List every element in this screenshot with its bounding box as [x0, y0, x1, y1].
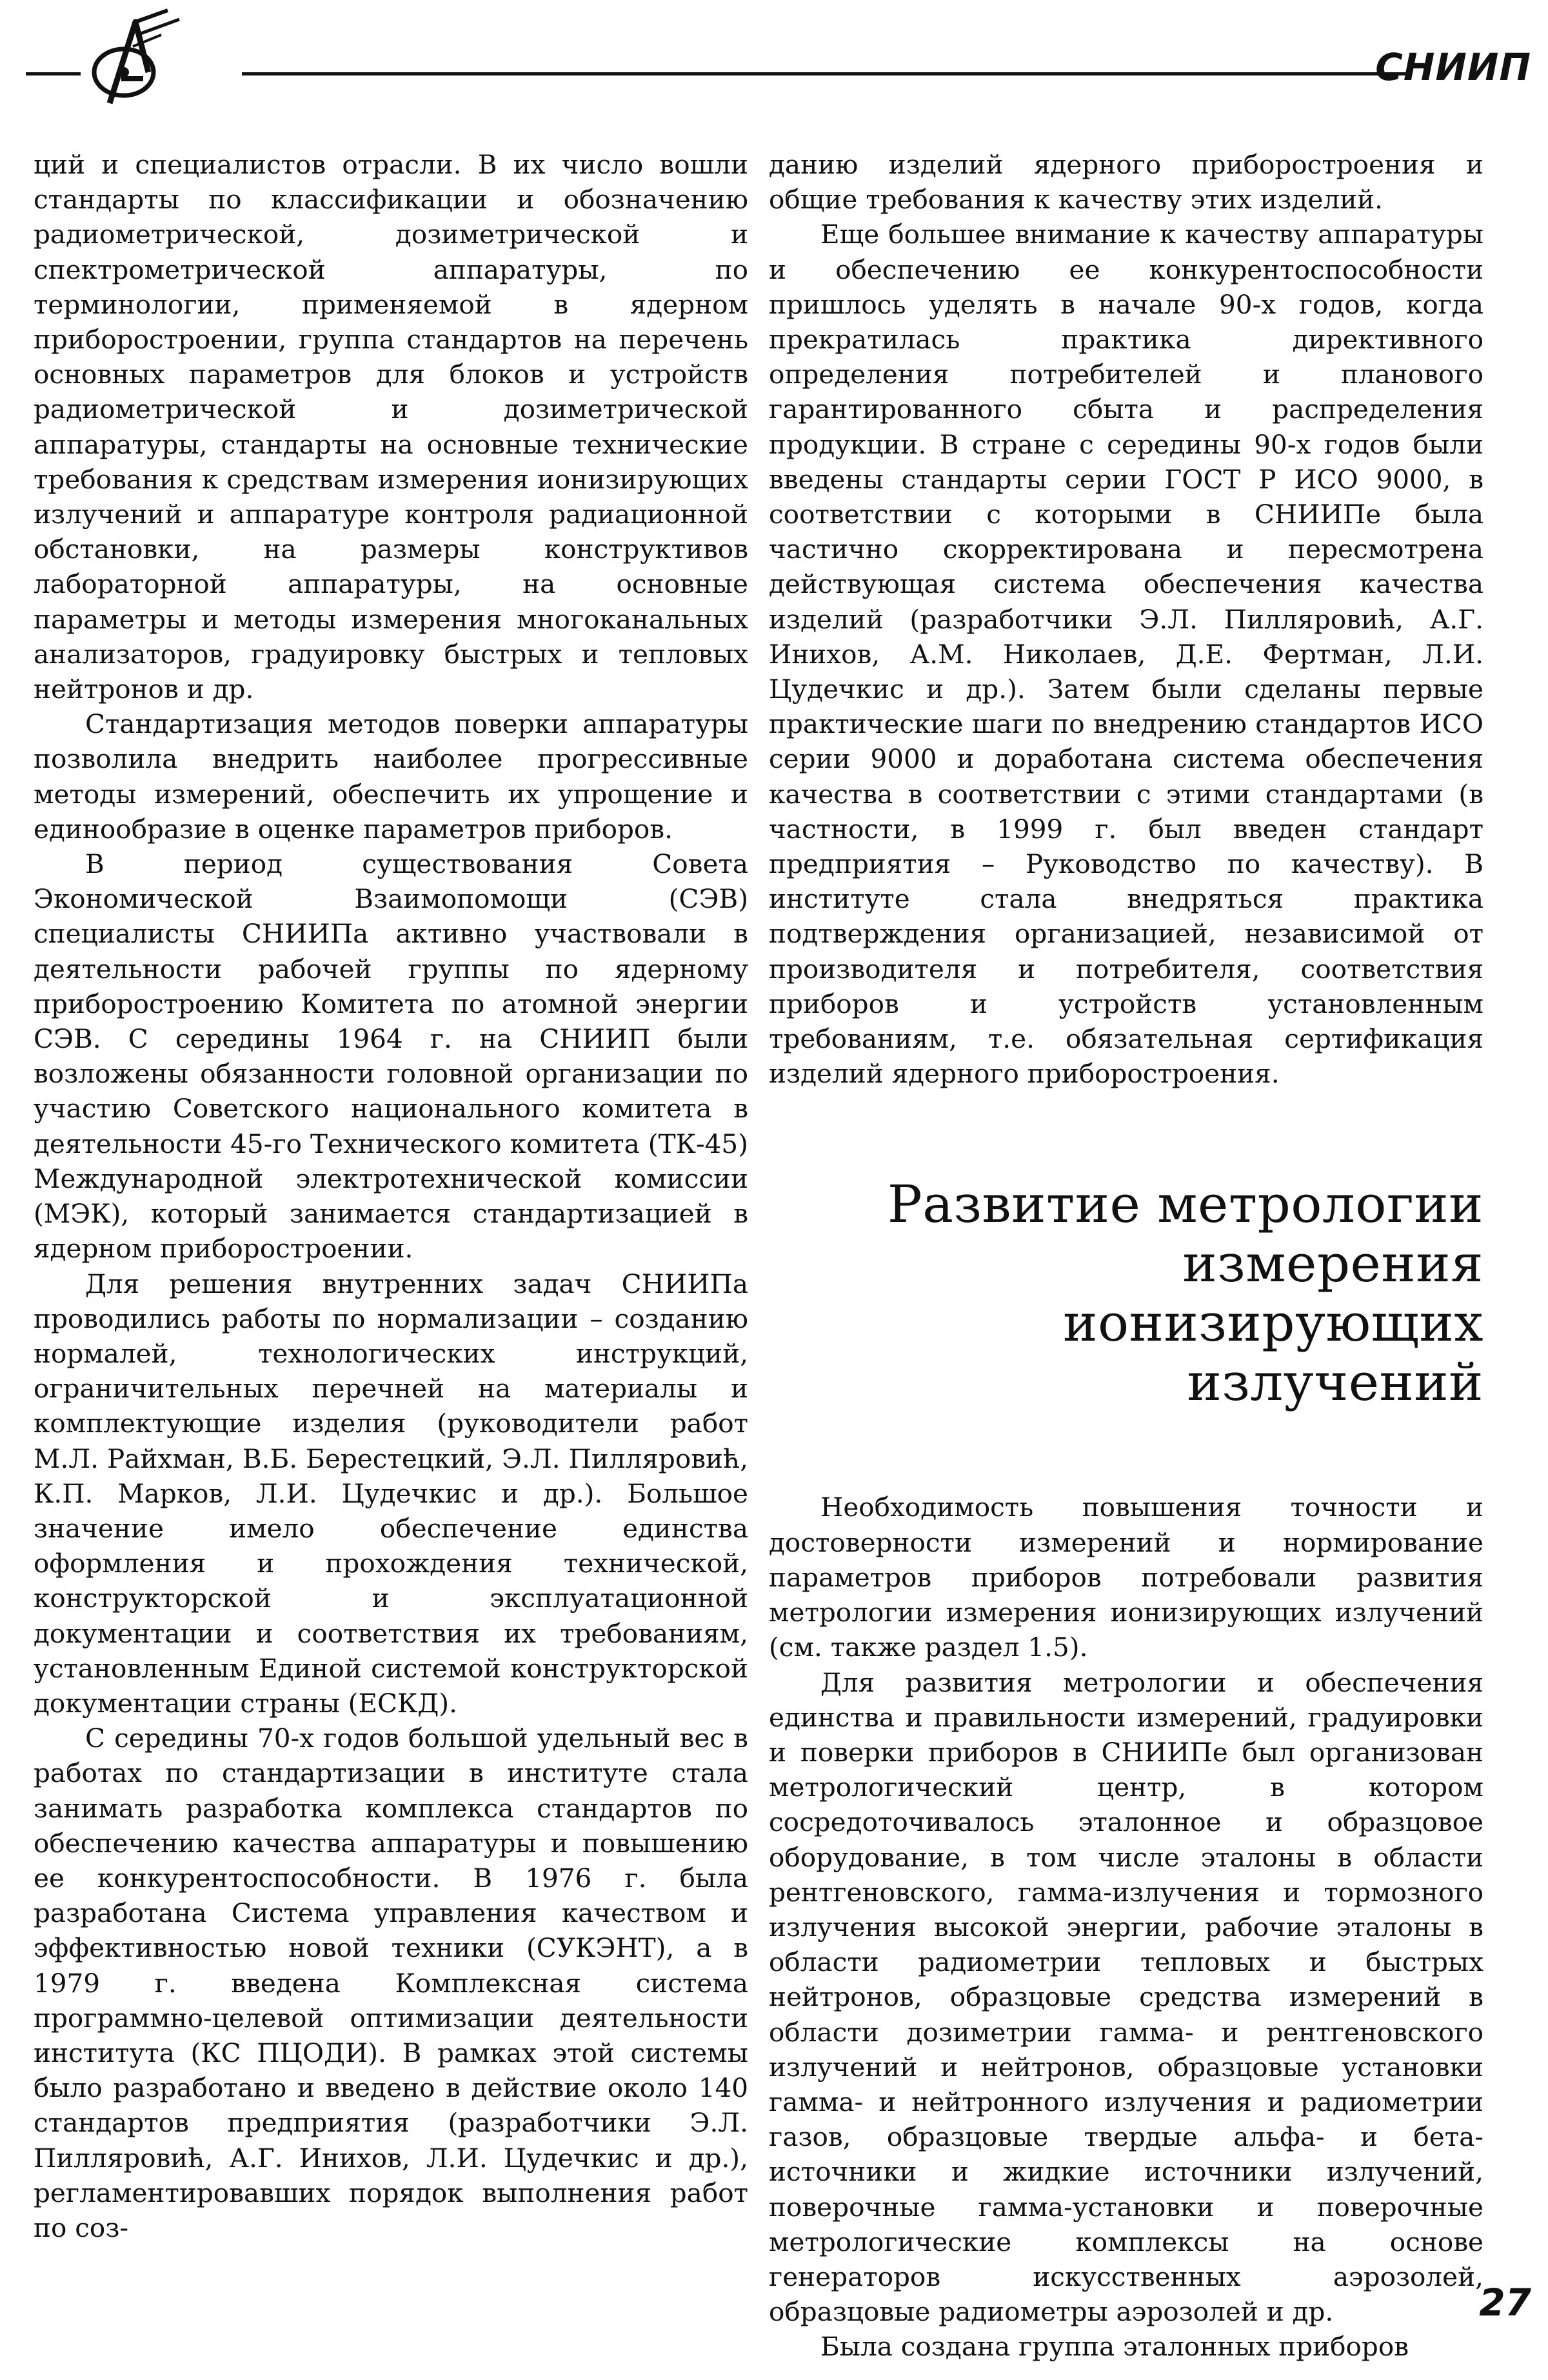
- header-rule-left: [26, 72, 81, 75]
- section-title-line: ионизирующих: [1063, 1293, 1484, 1354]
- paragraph: В период существования Совета Экономической Взаимопомощи (СЭВ) специалисты СНИИПа активно участвовали в деятельности рабочей группы по ядерному приборостроению Комитета по атомной энергии СЭВ. С середины 1964 г. на СНИИП были возложены обязанности головной организации по участию Советского национального комитета в деятельности 45-го Технического комитета (ТК-45) Международной электротехнической комиссии (МЭК), который занимается стандартизацией в ядерном приборостроении.: [34, 848, 748, 1265]
- header-rule-right: [242, 72, 1406, 75]
- paragraph: данию изделий ядерного приборостроения и общие требования к качеству этих изделий.: [769, 149, 1484, 215]
- page-number: 27: [1479, 2281, 1531, 2325]
- section-title-line: измерения: [1182, 1234, 1484, 1294]
- left-column: [34, 147, 748, 2245]
- section-title: [769, 1175, 1484, 1412]
- sniip-logo-icon: [71, 8, 200, 111]
- paragraph: С середины 70-х годов большой удельный вес в работах по стандартизации в институте стала занимать разработка комплекса стандартов по обеспечению качества аппаратуры и повышению ее конкурентоспособности. В 1976 г. была разработана Система управления качеством и эффективностью новой техники (СУКЭНТ), а в 1979 г. введена Комплексная система программно-целевой оптимизации деятельности института (КС ПЦОДИ). В рамках этой системы было разработано и введено в действие около 140 стандартов предприятия (разработчики Э.Л. Пилляровић, А.Г. Инихов, Л.И. Цудечкис и др.), регламентировавших порядок выполнения работ по соз-: [34, 1723, 748, 2243]
- paragraph: Еще большее внимание к качеству аппаратуры и обеспечению ее конкурентоспособности пришлось уделять в начале 90-х годов, когда прекратилась практика директивного определения потребителей и планового гарантированного сбыта и распределения продукции. В стране с середины 90-х годов были введены стандарты серии ГОСТ Р ИСО 9000, в соответствии с которыми в СНИИПе была частично скорректирована и пересмотрена действующая система обеспечения качества изделий (разработчики Э.Л. Пилляровић, А.Г. Инихов, А.М. Николаев, Д.Е. Фертман, Л.И. Цудечкис и др.). Затем были сделаны первые практические шаги по внедрению стандартов ИСО серии 9000 и доработана система обеспечения качества в соответствии с этими стандартами (в частности, в 1999 г. был введен стандарт предприятия – Руководство по качеству). В институте стала внедряться практика подтверждения организацией, независимой от производителя и потребителя, соответствия приборов и устройств установленным требованиям, т.е. обязательная сертификация изделий ядерного приборостроения.: [769, 219, 1484, 1090]
- running-head: СНИИП: [1375, 45, 1531, 89]
- section-title-line: Развитие метрологии: [887, 1174, 1484, 1235]
- section-title-line: излучений: [1187, 1352, 1484, 1413]
- paragraph: Для развития метрологии и обеспечения единства и правильности измерений, градуировки и поверки приборов в СНИИПе был организован метрологический центр, в котором сосредоточивалось эталонное и образцовое оборудование, в том числе эталоны в области рентгеновского, гамма-излучения и тормозного излучения высокой энергии, рабочие эталоны в области радиометрии тепловых и быстрых нейтронов, образцовые средства измерений в области дозиметрии гамма- и рентгеновского излучений и нейтронов, образцовые установки гамма- и нейтронного излучения и радиометрии газов, образцовые твердые альфа- и бета-источники и жидкие источники излучений, поверочные гамма-установки и поверочные метрологические комплексы на основе генераторов искусственных аэрозолей, образцовые радиометры аэрозолей и др.: [769, 1666, 1484, 2328]
- paragraph: Для решения внутренних задач СНИИПа проводились работы по нормализации – созданию нормалей, технологических инструкций, ограничительных перечней на материалы и комплектующие изделия (руководители работ М.Л. Райхман, В.Б. Берестецкий, Э.Л. Пилляровић, К.П. Марков, Л.И. Цудечкис и др.). Большое значение имело обеспечение единства оформления и прохождения технической, конструкторской и эксплуатационной документации и соответствия их требованиям, установленным Единой системой конструкторской документации страны (ЕСКД).: [34, 1268, 748, 1719]
- paragraph: Стандартизация методов поверки аппаратуры позволила внедрить наиболее прогрессивные методы измерений, обеспечить их упрощение и единообразие в оценке параметров приборов.: [34, 708, 748, 845]
- right-column: [769, 147, 1484, 2365]
- paragraph: ций и специалистов отрасли. В их число вошли стандарты по классификации и обозначению радиометрической, дозиметрической и спектрометрической аппаратуры, по терминологии, применяемой в ядерном приборостроении, группа стандартов на перечень основных параметров для блоков и устройств радиометрической и дозиметрической аппаратуры, стандарты на основные технические требования к средствам измерения ионизирующих излучений и аппаратуре контроля радиационной обстановки, на размеры конструктивов лабораторной аппаратуры, на основные параметры и методы измерения многоканальных анализаторов, градуировку быстрых и тепловых нейтронов и др.: [34, 149, 748, 705]
- page-header: [0, 0, 1548, 129]
- paragraph: Была создана группа эталонных приборов: [820, 2331, 1409, 2363]
- paragraph: Необходимость повышения точности и достоверности измерений и нормирование параметров приборов потребовали развития метрологии измерения ионизирующих излучений (см. также раздел 1.5).: [769, 1492, 1484, 1663]
